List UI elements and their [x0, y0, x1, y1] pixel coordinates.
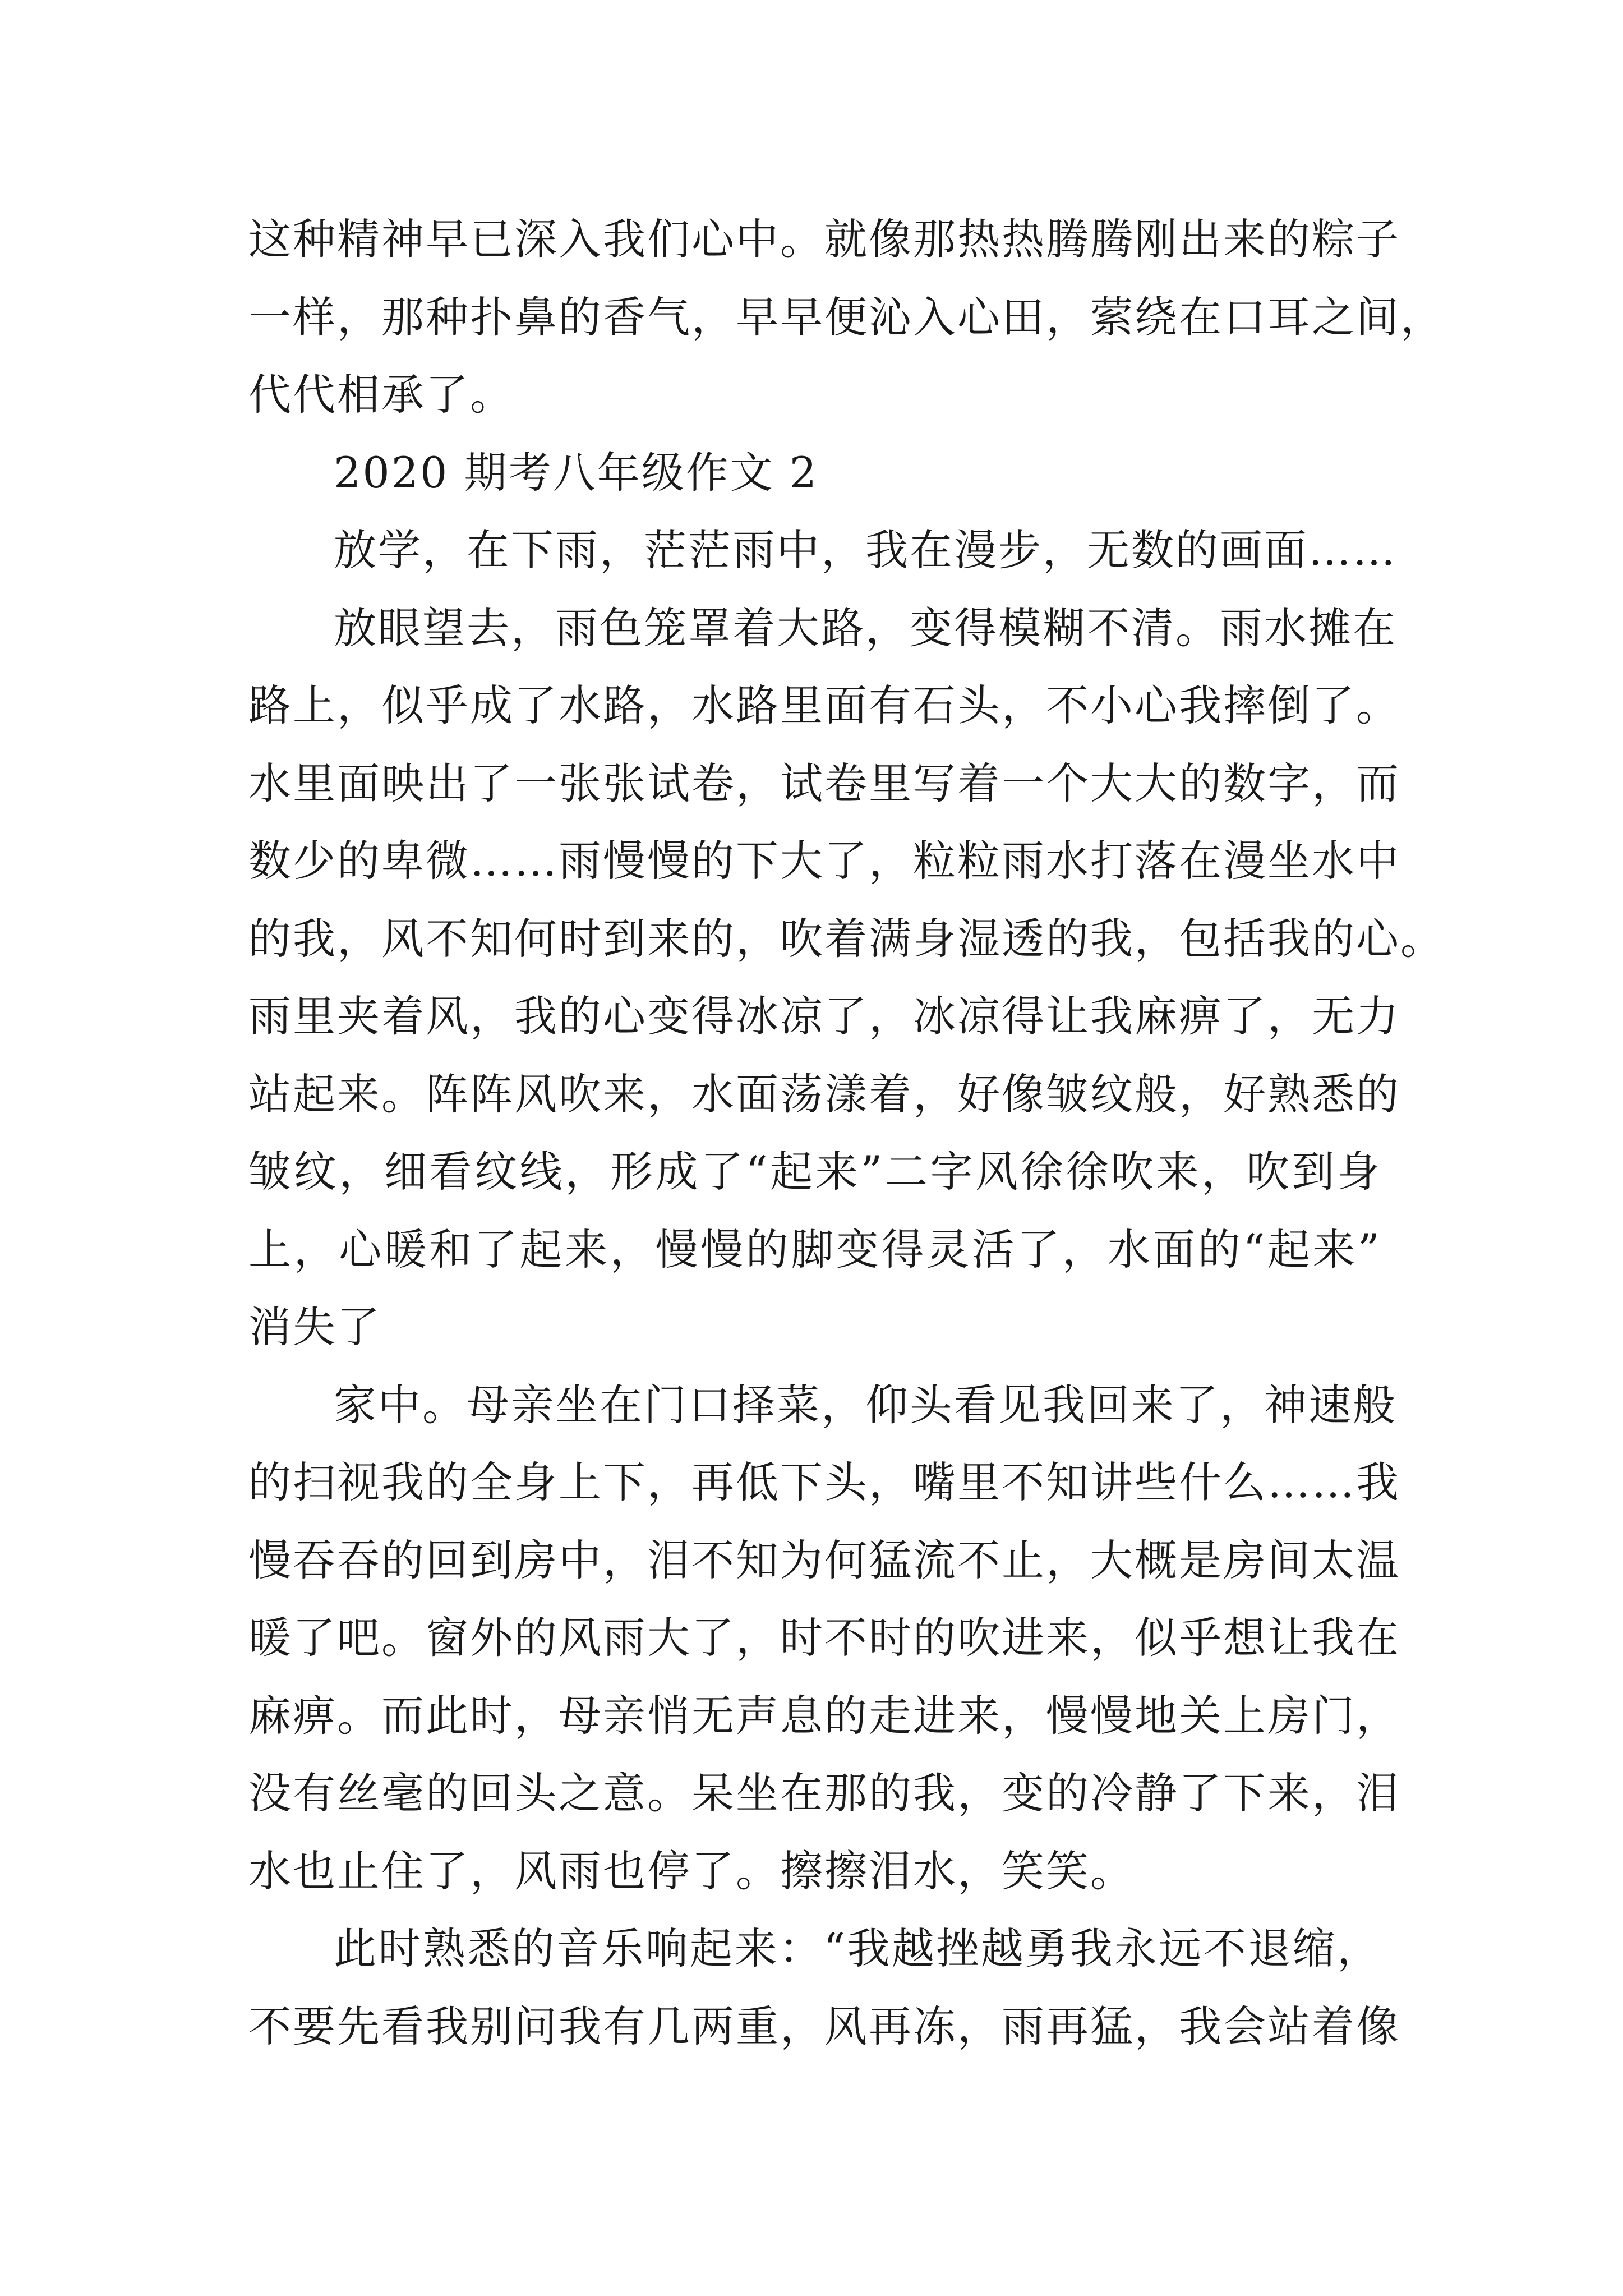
text-line: 放学，在下雨，茫茫雨中，我在漫步，无数的画面……: [334, 525, 1397, 575]
section-heading: 2020 期考八年级作文 2: [334, 447, 819, 498]
text-line: 麻痹。而此时，母亲悄无声息的走进来，慢慢地关上房门，: [248, 1690, 1400, 1741]
text-line: 数少的卑微……雨慢慢的下大了，粒粒雨水打落在漫坐水中: [248, 836, 1400, 886]
text-line: 不要先看我别问我有几两重，风再冻，雨再猛，我会站着像: [248, 2001, 1400, 2051]
text-line: 站起来。阵阵风吹来，水面荡漾着，好像皱纹般，好熟悉的: [248, 1069, 1400, 1119]
text-line: 没有丝毫的回头之意。呆坐在那的我，变的冷静了下来，泪: [248, 1768, 1400, 1818]
text-line: 皱纹，细看纹线，形成了“起来”二字风徐徐吹来，吹到身: [248, 1147, 1381, 1197]
text-line: 这种精神早已深入我们心中。就像那热热腾腾刚出来的粽子: [248, 214, 1400, 264]
text-line: 水也止住了，风雨也停了。擦擦泪水，笑笑。: [248, 1846, 1135, 1896]
text-line: 消失了: [248, 1302, 381, 1352]
text-line: 上，心暖和了起来，慢慢的脚变得灵活了，水面的“起来”: [248, 1224, 1381, 1274]
text-line: 一样，那种扑鼻的香气，早早便沁入心田，萦绕在口耳之间，: [248, 292, 1445, 342]
text-line: 水里面映出了一张张试卷，试卷里写着一个大大的数字，而: [248, 758, 1400, 808]
text-line: 雨里夹着风，我的心变得冰凉了，冰凉得让我麻痹了，无力: [248, 991, 1400, 1041]
text-line: 慢吞吞的回到房中，泪不知为何猛流不止，大概是房间太温: [248, 1535, 1400, 1585]
text-line: 家中。母亲坐在门口择菜，仰头看见我回来了，神速般: [334, 1379, 1397, 1430]
document-body: [248, 201, 1445, 2065]
text-line: 此时熟悉的音乐响起来：“我越挫越勇我永远不退缩，: [334, 1924, 1381, 1973]
text-line: 的我，风不知何时到来的，吹着满身湿透的我，包括我的心。: [248, 913, 1445, 964]
text-line: 的扫视我的全身上下，再低下头，嘴里不知讲些什么……我: [248, 1457, 1400, 1507]
text-line: 暖了吧。窗外的风雨大了，时不时的吹进来，似乎想让我在: [248, 1613, 1400, 1663]
text-line: 路上，似乎成了水路，水路里面有石头，不小心我摔倒了。: [248, 680, 1400, 730]
text-line: 放眼望去，雨色笼罩着大路，变得模糊不清。雨水摊在: [334, 602, 1397, 653]
text-line: 代代相承了。: [248, 370, 514, 420]
